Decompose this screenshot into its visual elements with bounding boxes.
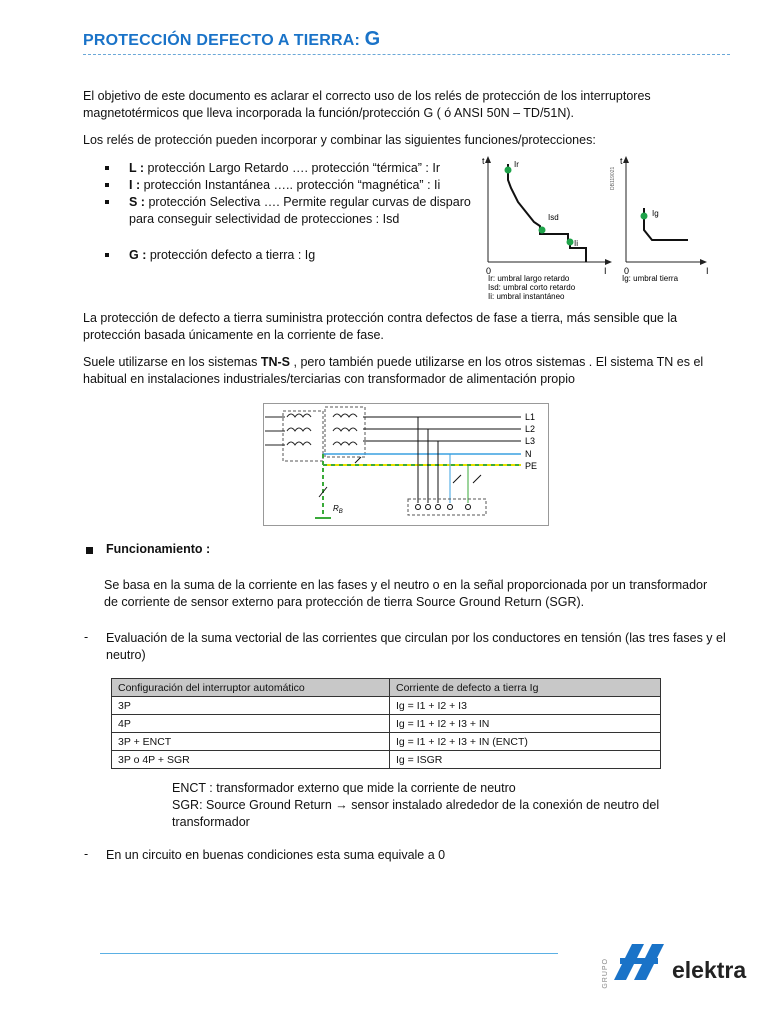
funcionamiento-paragraph: Se basa en la suma de la corriente en las fases y el neutro o en la señal proporcionada por un transformador de corriente de sensor externo para protección de tierra Source Ground Return (SGR). <box>104 578 708 609</box>
body-paragraph-3: La protección de defecto a tierra suministra protección contra defectos de fase a tierra, más sensible que la protección basada únicamente en la corriente de fase. <box>83 311 678 342</box>
legend-ii: Ii: umbral instantáneo <box>488 292 565 301</box>
ii-label: Ii <box>574 239 578 248</box>
table-header: Corriente de defecto a tierra Ig <box>390 679 661 697</box>
function-key: S : <box>129 195 145 209</box>
note-sgr-post: sensor instalado alrededor de la conexión de neutro del transformador <box>172 798 660 829</box>
arrow-icon: → <box>335 798 348 812</box>
tns-term: TN-S <box>260 355 291 369</box>
label-l3: L3 <box>525 436 536 446</box>
table-cell: 3P + ENCT <box>112 733 390 751</box>
table-row <box>112 733 661 751</box>
function-key: L : <box>129 161 145 175</box>
right-t-label: t <box>620 156 623 166</box>
p4-post: , pero también puede utilizarse en los otros sistemas . El sistema TN es el habitual en instalaciones industriales/terciarias con transformador de alimentación propio <box>83 355 704 386</box>
figure-ref: DB119021 <box>610 166 616 190</box>
label-l2: L2 <box>525 424 536 434</box>
table-row <box>112 751 661 769</box>
dash-item-1: Evaluación de la suma vectorial de las corrientes que circulan por los conductores en tensión (las tres fases y el neutro) <box>106 631 726 662</box>
table-cell: Ig = I1 + I2 + I3 + IN (ENCT) <box>390 733 661 751</box>
dash-item-2: En un circuito en buenas condiciones esta suma equivale a 0 <box>106 848 446 862</box>
right-trip-curve <box>644 208 688 240</box>
label-l1: L1 <box>525 412 536 422</box>
table-cell: Ig = I1 + I2 + I3 <box>390 697 661 715</box>
rb-label: $R_B$ <box>333 504 343 515</box>
p4-pre: Suele utilizarse en los sistemas <box>83 355 261 369</box>
tns-system-diagram <box>263 403 549 526</box>
legend-ir: Ir: umbral largo retardo <box>488 274 570 283</box>
left-t-label: t <box>482 156 485 166</box>
function-item-l <box>103 160 473 177</box>
section-bullet <box>86 547 93 554</box>
function-item-s <box>103 194 473 228</box>
left-origin-label: 0 <box>486 266 492 276</box>
function-text: protección Selectiva …. Permite regular curvas de disparo para conseguir selectividad de protecciones : Isd <box>129 195 471 226</box>
trip-curves-figure <box>478 150 728 305</box>
right-origin-label: 0 <box>624 266 630 276</box>
footer-divider <box>100 953 558 954</box>
legend-ig: Ig: umbral tierra <box>622 274 679 283</box>
right-curve-axes <box>623 156 707 265</box>
legend-isd: Isd: umbral corto retardo <box>488 283 576 292</box>
intro-paragraph-2: Los relés de protección pueden incorporar y combinar las siguientes funciones/protecciones: <box>83 133 596 147</box>
logo-wordmark: elektra <box>672 957 747 983</box>
title-divider <box>83 54 730 55</box>
label-n: N <box>525 449 532 459</box>
title-main: PROTECCIÓN DEFECTO A TIERRA: <box>83 32 365 49</box>
function-text: protección Largo Retardo …. protección “térmica” : Ir <box>144 161 441 175</box>
ir-label: Ir <box>514 160 519 169</box>
section-heading-funcionamiento: Funcionamiento : <box>106 542 211 556</box>
logo-grupo-text: GRUPO <box>602 958 609 989</box>
ig-label: Ig <box>652 209 659 218</box>
page-title <box>83 28 380 51</box>
title-letter: G <box>364 28 381 50</box>
elektra-logo-icon <box>612 940 672 982</box>
right-i-label: I <box>706 266 709 276</box>
function-key: I : <box>129 178 141 192</box>
table-row <box>112 715 661 733</box>
dash-bullet-2: - <box>84 847 89 861</box>
label-pe: PE <box>525 461 538 471</box>
note-sgr-pre: SGR: Source Ground Return <box>172 798 336 812</box>
intro-paragraph-1: El objetivo de este documento es aclarar el correcto uso de los relés de protección de los interruptores magnetotérmicos que lleva incorporada la función/protección G ( ó ANSI 50N – TD/51N). <box>83 89 651 120</box>
function-text: protección defecto a tierra : Ig <box>146 248 316 262</box>
table-cell: Ig = ISGR <box>390 751 661 769</box>
dash-bullet-1: - <box>84 630 89 644</box>
body-paragraph-4 <box>83 354 723 388</box>
table-cell: 3P <box>112 697 390 715</box>
isd-label: Isd <box>548 213 559 222</box>
note-sgr <box>172 797 712 831</box>
ig-adjust-marker <box>641 213 648 220</box>
table-cell: Ig = I1 + I2 + I3 + IN <box>390 715 661 733</box>
left-i-label: I <box>604 266 607 276</box>
function-text: protección Instantánea ….. protección “magnética” : Ii <box>140 178 441 192</box>
function-item-i <box>103 177 473 194</box>
table-header-row <box>112 679 661 697</box>
function-item-g <box>103 247 473 264</box>
table-header: Configuración del interruptor automático <box>112 679 390 697</box>
table-cell: 3P o 4P + SGR <box>112 751 390 769</box>
table-row <box>112 697 661 715</box>
function-key: G : <box>129 248 147 262</box>
configuration-table <box>111 678 661 769</box>
note-enct: ENCT : transformador externo que mide la corriente de neutro <box>172 781 516 795</box>
functions-list <box>103 160 473 264</box>
table-cell: 4P <box>112 715 390 733</box>
left-curve-axes <box>485 156 612 265</box>
